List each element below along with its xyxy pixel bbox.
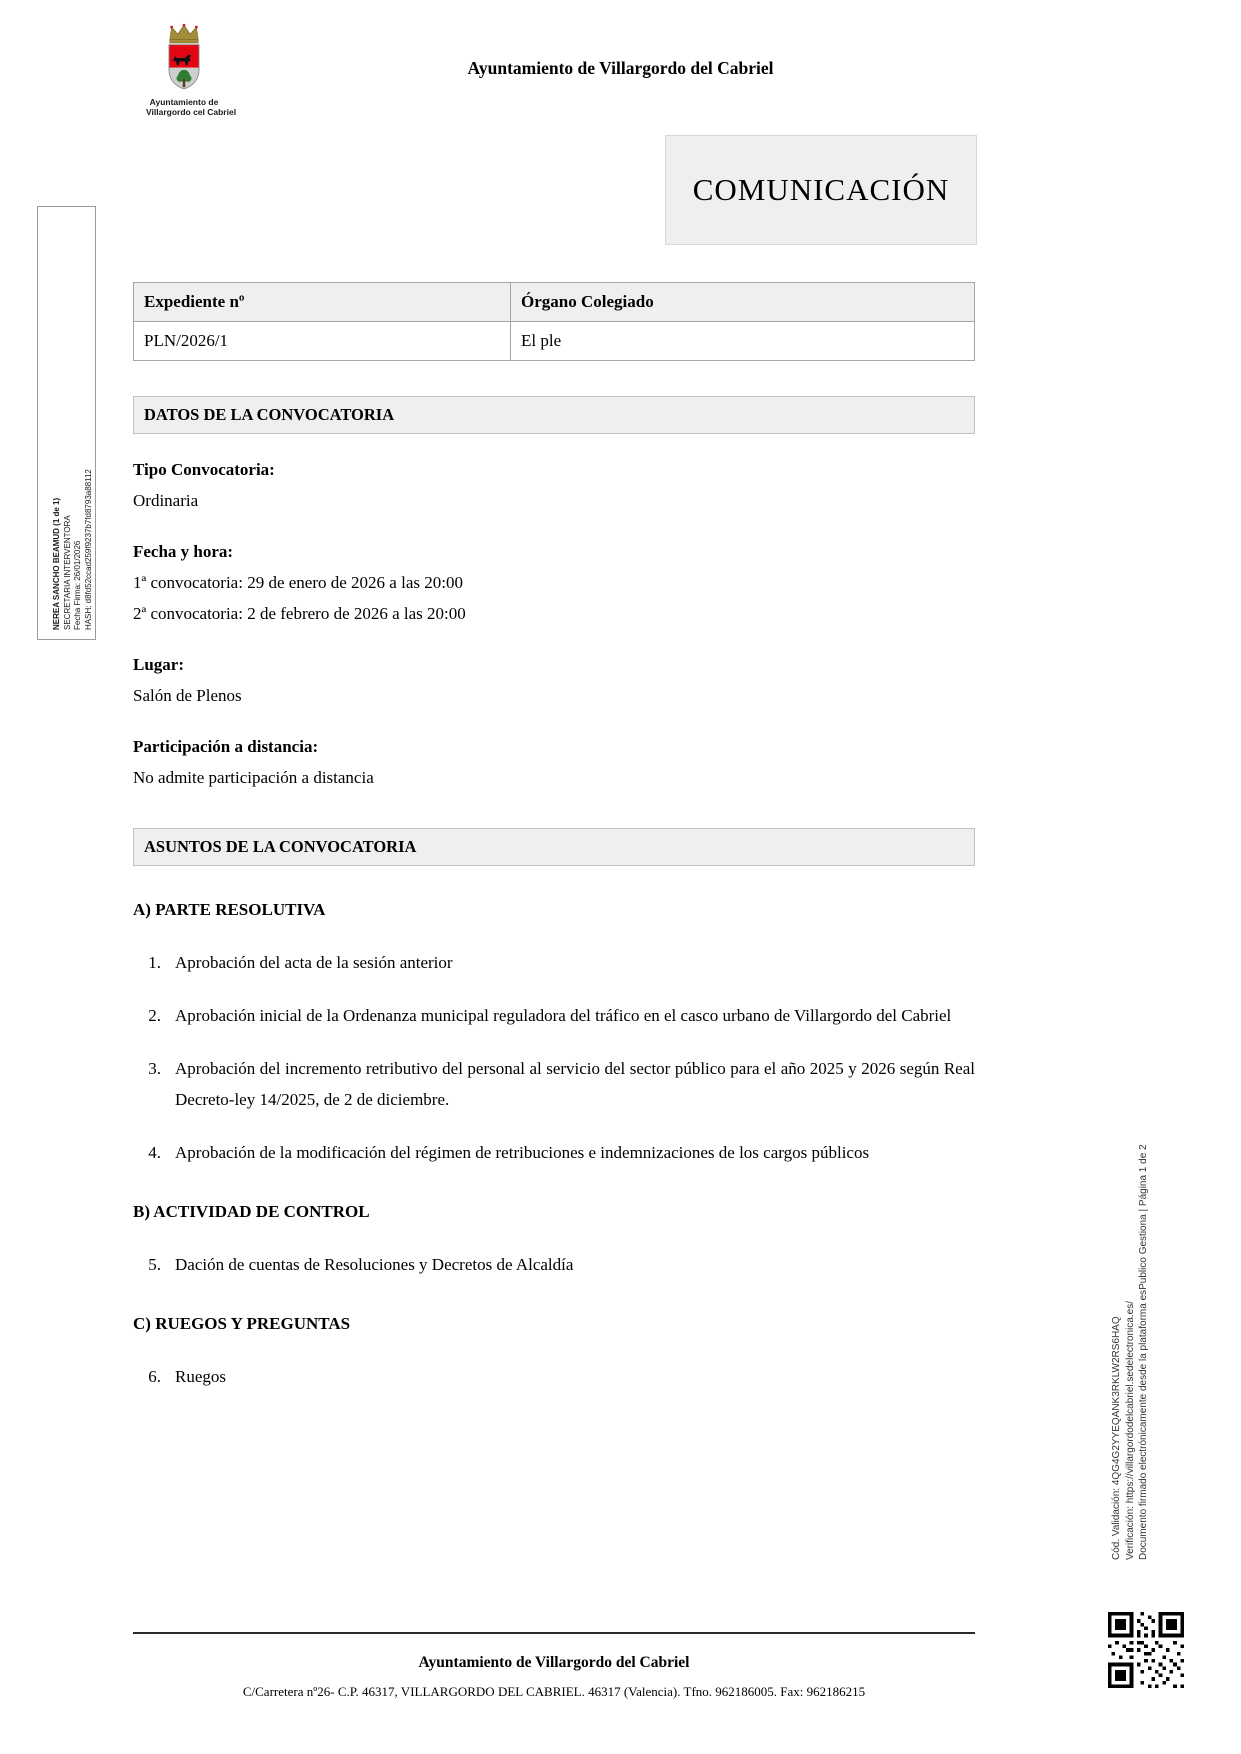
organo-header-cell: Órgano Colegiado <box>511 283 975 322</box>
logo-caption-line1: Ayuntamiento de <box>149 97 219 107</box>
logo-caption-line2: Villargordo cel Cabriel <box>146 107 237 117</box>
agenda-group-b: B) ACTIVIDAD DE CONTROL <box>133 1202 370 1221</box>
signed-platform-note: Documento firmado electrónicamente desde la plataforma esPublico Gestiona | Página 1 de 2 <box>1138 1144 1149 1560</box>
agenda-group-c: C) RUEGOS Y PREGUNTAS <box>133 1314 351 1333</box>
expediente-value-cell: PLN/2026/1 <box>134 322 511 361</box>
page-title: Ayuntamiento de Villargordo del Cabriel <box>467 58 774 78</box>
field-tipo-convocatoria <box>133 454 975 516</box>
expediente-header-cell: Expediente nº <box>134 283 511 322</box>
qr-code <box>1108 1612 1184 1688</box>
agenda-item <box>133 1000 975 1031</box>
signature-stamp-text <box>52 214 94 630</box>
agenda-item-number: 3. <box>148 1059 161 1078</box>
section-header-datos: DATOS DE LA CONVOCATORIA <box>133 396 975 434</box>
agenda-item <box>133 1361 975 1392</box>
main-content <box>133 282 975 1392</box>
field-label: Participación a distancia: <box>133 737 319 756</box>
verification-url: Verificación: https://villargordodelcabriel.sedelectronica.es/ <box>1124 1300 1136 1560</box>
signature-date: Fecha Firma: 26/01/2026 <box>73 540 82 630</box>
agenda-item-text: Dación de cuentas de Resoluciones y Decretos de Alcaldía <box>175 1255 574 1274</box>
agenda-item-number: 5. <box>148 1255 161 1274</box>
agenda-item-text: Aprobación del acta de la sesión anterior <box>175 953 453 972</box>
field-label: Tipo Convocatoria: <box>133 460 275 479</box>
footer-title: Ayuntamiento de Villargordo del Cabriel <box>418 1654 690 1671</box>
document-type-box <box>665 135 977 245</box>
agenda-group-a: A) PARTE RESOLUTIVA <box>133 900 326 919</box>
section-header-asuntos: ASUNTOS DE LA CONVOCATORIA <box>133 828 975 866</box>
footer-address: C/Carretera nº26- C.P. 46317, VILLARGORDO DEL CABRIEL. 46317 (Valencia). Tfno. 962186005. Fax: 962186215 <box>242 1684 866 1699</box>
expediente-table <box>133 282 975 361</box>
agenda-item-number: 2. <box>148 1006 161 1025</box>
field-label: Fecha y hora: <box>133 542 234 561</box>
document-type-label: COMUNICACIÓN <box>692 172 950 207</box>
page-footer <box>133 1632 975 1700</box>
agenda-item-number: 1. <box>148 953 161 972</box>
field-value-line1: 1ª convocatoria: 29 de enero de 2026 a las 20:00 <box>133 573 463 592</box>
organo-value-cell: El ple <box>511 322 975 361</box>
field-label: Lugar: <box>133 655 184 674</box>
agenda-item-number: 4. <box>148 1143 161 1162</box>
field-value: No admite participación a distancia <box>133 768 374 787</box>
field-fecha-hora <box>133 536 975 629</box>
agenda-item-text: Aprobación de la modificación del régimen de retribuciones e indemnizaciones de los cargos públicos <box>175 1143 870 1162</box>
signer-name: NEREA SANCHO BEAMUD (1 de 1) <box>52 497 61 630</box>
agenda-item-text: Aprobación inicial de la Ordenanza municipal reguladora del tráfico en el casco urbano de Villargordo del Cabriel <box>175 1006 952 1025</box>
field-value: Ordinaria <box>133 491 199 510</box>
table-row <box>134 322 975 361</box>
verification-sidebar <box>1110 960 1151 1560</box>
field-value: Salón de Plenos <box>133 686 242 705</box>
agenda-item-text: Ruegos <box>175 1367 226 1386</box>
agenda-item-text: Aprobación del incremento retributivo del personal al servicio del sector público para el año 2025 y 2026 según Real Decreto-ley 14/2025, de 2 de diciembre. <box>175 1059 975 1109</box>
agenda-item <box>133 1137 975 1168</box>
signer-role: SECRETARIA INTERVENTORA <box>62 515 72 630</box>
validation-code: Cód. Validación: 4QG4G2YYEQANK3RKLW2RS6HAQ <box>1111 1316 1122 1560</box>
agenda-item <box>133 947 975 978</box>
field-participacion <box>133 731 975 793</box>
agenda-item <box>133 1053 975 1115</box>
table-header-row <box>134 283 975 322</box>
agenda-item-number: 6. <box>148 1367 161 1386</box>
field-value-line2: 2ª convocatoria: 2 de febrero de 2026 a las 20:00 <box>133 604 466 623</box>
signature-hash: HASH: d8fd52ccad259f9237b7fd8793a88112 <box>83 469 93 630</box>
agenda-item <box>133 1249 975 1280</box>
field-lugar <box>133 649 975 711</box>
